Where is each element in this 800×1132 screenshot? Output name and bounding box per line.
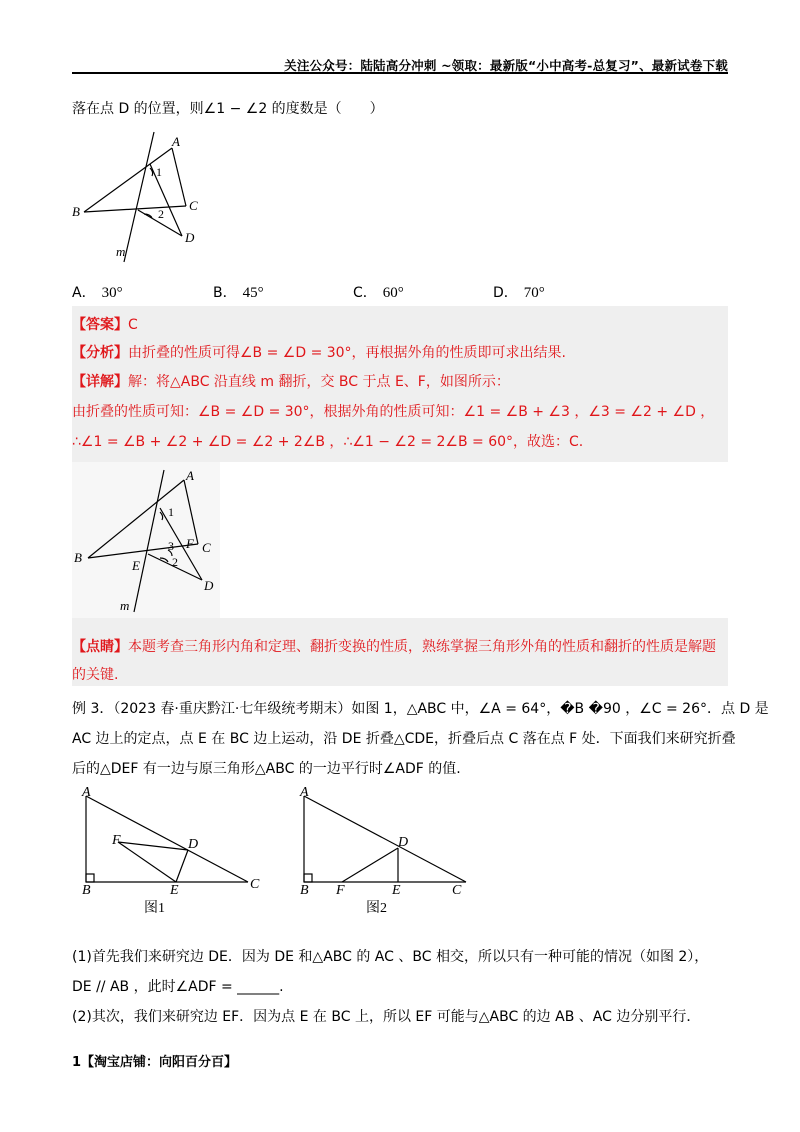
fig2-line-m — [134, 470, 164, 612]
figure-1 — [72, 128, 212, 270]
fig1-angle-1: 1 — [156, 165, 162, 179]
analysis-line: 【分析】由折叠的性质可得∠B = ∠D = 30°，再根据外角的性质即可求出结果. — [72, 345, 567, 361]
tu1-label-C: C — [250, 877, 260, 892]
fig1-label-C: C — [189, 198, 198, 213]
fig1-side-AD — [150, 164, 182, 236]
detail-line-3: ∴∠1 = ∠B + ∠2 + ∠D = ∠2 + 2∠B ，∴∠1 − ∠2 = 2∠B = 60°，故选：C. — [72, 434, 584, 450]
option-d[interactable]: D． 70° — [493, 285, 545, 301]
figure-tu2 — [296, 786, 486, 914]
tu2-label-A: A — [300, 786, 309, 800]
comment-line-2: 的关键. — [72, 667, 119, 683]
tu2-label-F: F — [336, 883, 345, 898]
example3-line-1: 例 3．（2023 春·重庆黔江·七年级统考期末）如图 1，△ABC 中，∠A = 64°，�B �90 ，∠C = 26°．点 D 是 — [72, 701, 769, 717]
tu2-label-B: B — [300, 883, 309, 898]
figure-tu1 — [78, 786, 268, 914]
fig1-label-D: D — [185, 230, 195, 245]
fig2-side-BC — [88, 544, 198, 558]
answer-line: 【答案】C — [72, 317, 138, 333]
header-divider — [72, 72, 728, 74]
example3-line-2: AC 边上的定点，点 E 在 BC 边上运动，沿 DE 折叠△CDE，折叠后点 C 落在点 F 处．下面我们来研究折叠 — [72, 731, 736, 747]
tu2-label-D: D — [398, 835, 409, 850]
fig1-angle-2: 2 — [158, 207, 164, 221]
tu2-seg-DF — [342, 848, 398, 882]
option-c[interactable]: C． 60° — [353, 285, 404, 301]
page-footer: 1【淘宝店铺：向阳百分百】 — [72, 1055, 238, 1070]
fig2-label-m: m — [120, 598, 130, 613]
tu1-label-F: F — [112, 833, 121, 848]
tu1-label-A: A — [82, 786, 91, 800]
tu1-label-E: E — [170, 883, 179, 898]
fig2-label-D: D — [204, 578, 214, 593]
question-text: 落在点 D 的位置，则∠1 − ∠2 的度数是（ ） — [72, 101, 384, 117]
fig2-angle-3: 3 — [168, 539, 174, 553]
tu1-seg-DE — [176, 850, 188, 882]
fig1-line-m — [124, 132, 154, 262]
part1-line-1: (1)首先我们来研究边 DE．因为 DE 和△ABC 的 AC 、BC 相交，所以只有一种可能的情况（如图 2）， — [72, 949, 709, 965]
option-b[interactable]: B． 45° — [213, 285, 264, 301]
tu1-caption: 图1 — [144, 901, 165, 914]
fig2-side-AC — [184, 480, 198, 544]
tu2-label-E: E — [392, 883, 401, 898]
part1-line-2: DE // AB ，此时∠ADF = ______. — [72, 979, 284, 995]
tu1-label-B: B — [82, 883, 91, 898]
example3-line-3: 后的△DEF 有一边与原三角形△ABC 的一边平行时∠ADF 的值. — [72, 761, 461, 777]
option-a[interactable]: A． 30° — [72, 285, 123, 301]
fig1-label-A: A — [172, 134, 180, 149]
tu1-side-AC — [86, 796, 248, 882]
fig2-angle-1: 1 — [168, 505, 174, 519]
fig2-label-C: C — [202, 540, 211, 555]
fig1-side-BA — [84, 148, 172, 212]
tu2-label-C: C — [452, 883, 462, 898]
fig1-label-m: m — [116, 244, 126, 259]
part2-line-1: (2)其次，我们来研究边 EF．因为点 E 在 BC 上，所以 EF 可能与△ABC 的边 AB 、AC 边分别平行． — [72, 1009, 701, 1025]
fig2-label-E: E — [132, 558, 140, 573]
fig2-angle-2: 2 — [172, 555, 178, 569]
fig2-label-A: A — [186, 468, 194, 483]
page-header: 关注公众号：陆陆高分冲刺 ~领取：最新版“小中高考-总复习”、最新试卷下载 — [284, 58, 728, 73]
tu2-caption: 图2 — [366, 901, 387, 914]
detail-line-2: 由折叠的性质可知：∠B = ∠D = 30°，根据外角的性质可知：∠1 = ∠B + ∠3 ，∠3 = ∠2 + ∠D ， — [72, 404, 715, 420]
figure-2 — [72, 466, 220, 616]
fig1-label-B: B — [72, 204, 80, 219]
detail-line-1: 【详解】解：将△ABC 沿直线 m 翻折，交 BC 于点 E、F，如图所示： — [72, 374, 510, 390]
tu2-side-AC — [304, 796, 466, 882]
fig2-label-F: F — [186, 536, 194, 551]
fig2-label-B: B — [74, 550, 82, 565]
tu1-label-D: D — [188, 837, 199, 852]
fig1-side-AC — [172, 148, 186, 206]
comment-line-1: 【点睛】本题考查三角形内角和定理、翻折变换的性质，熟练掌握三角形外角的性质和翻折的性质是解题 — [72, 639, 716, 655]
